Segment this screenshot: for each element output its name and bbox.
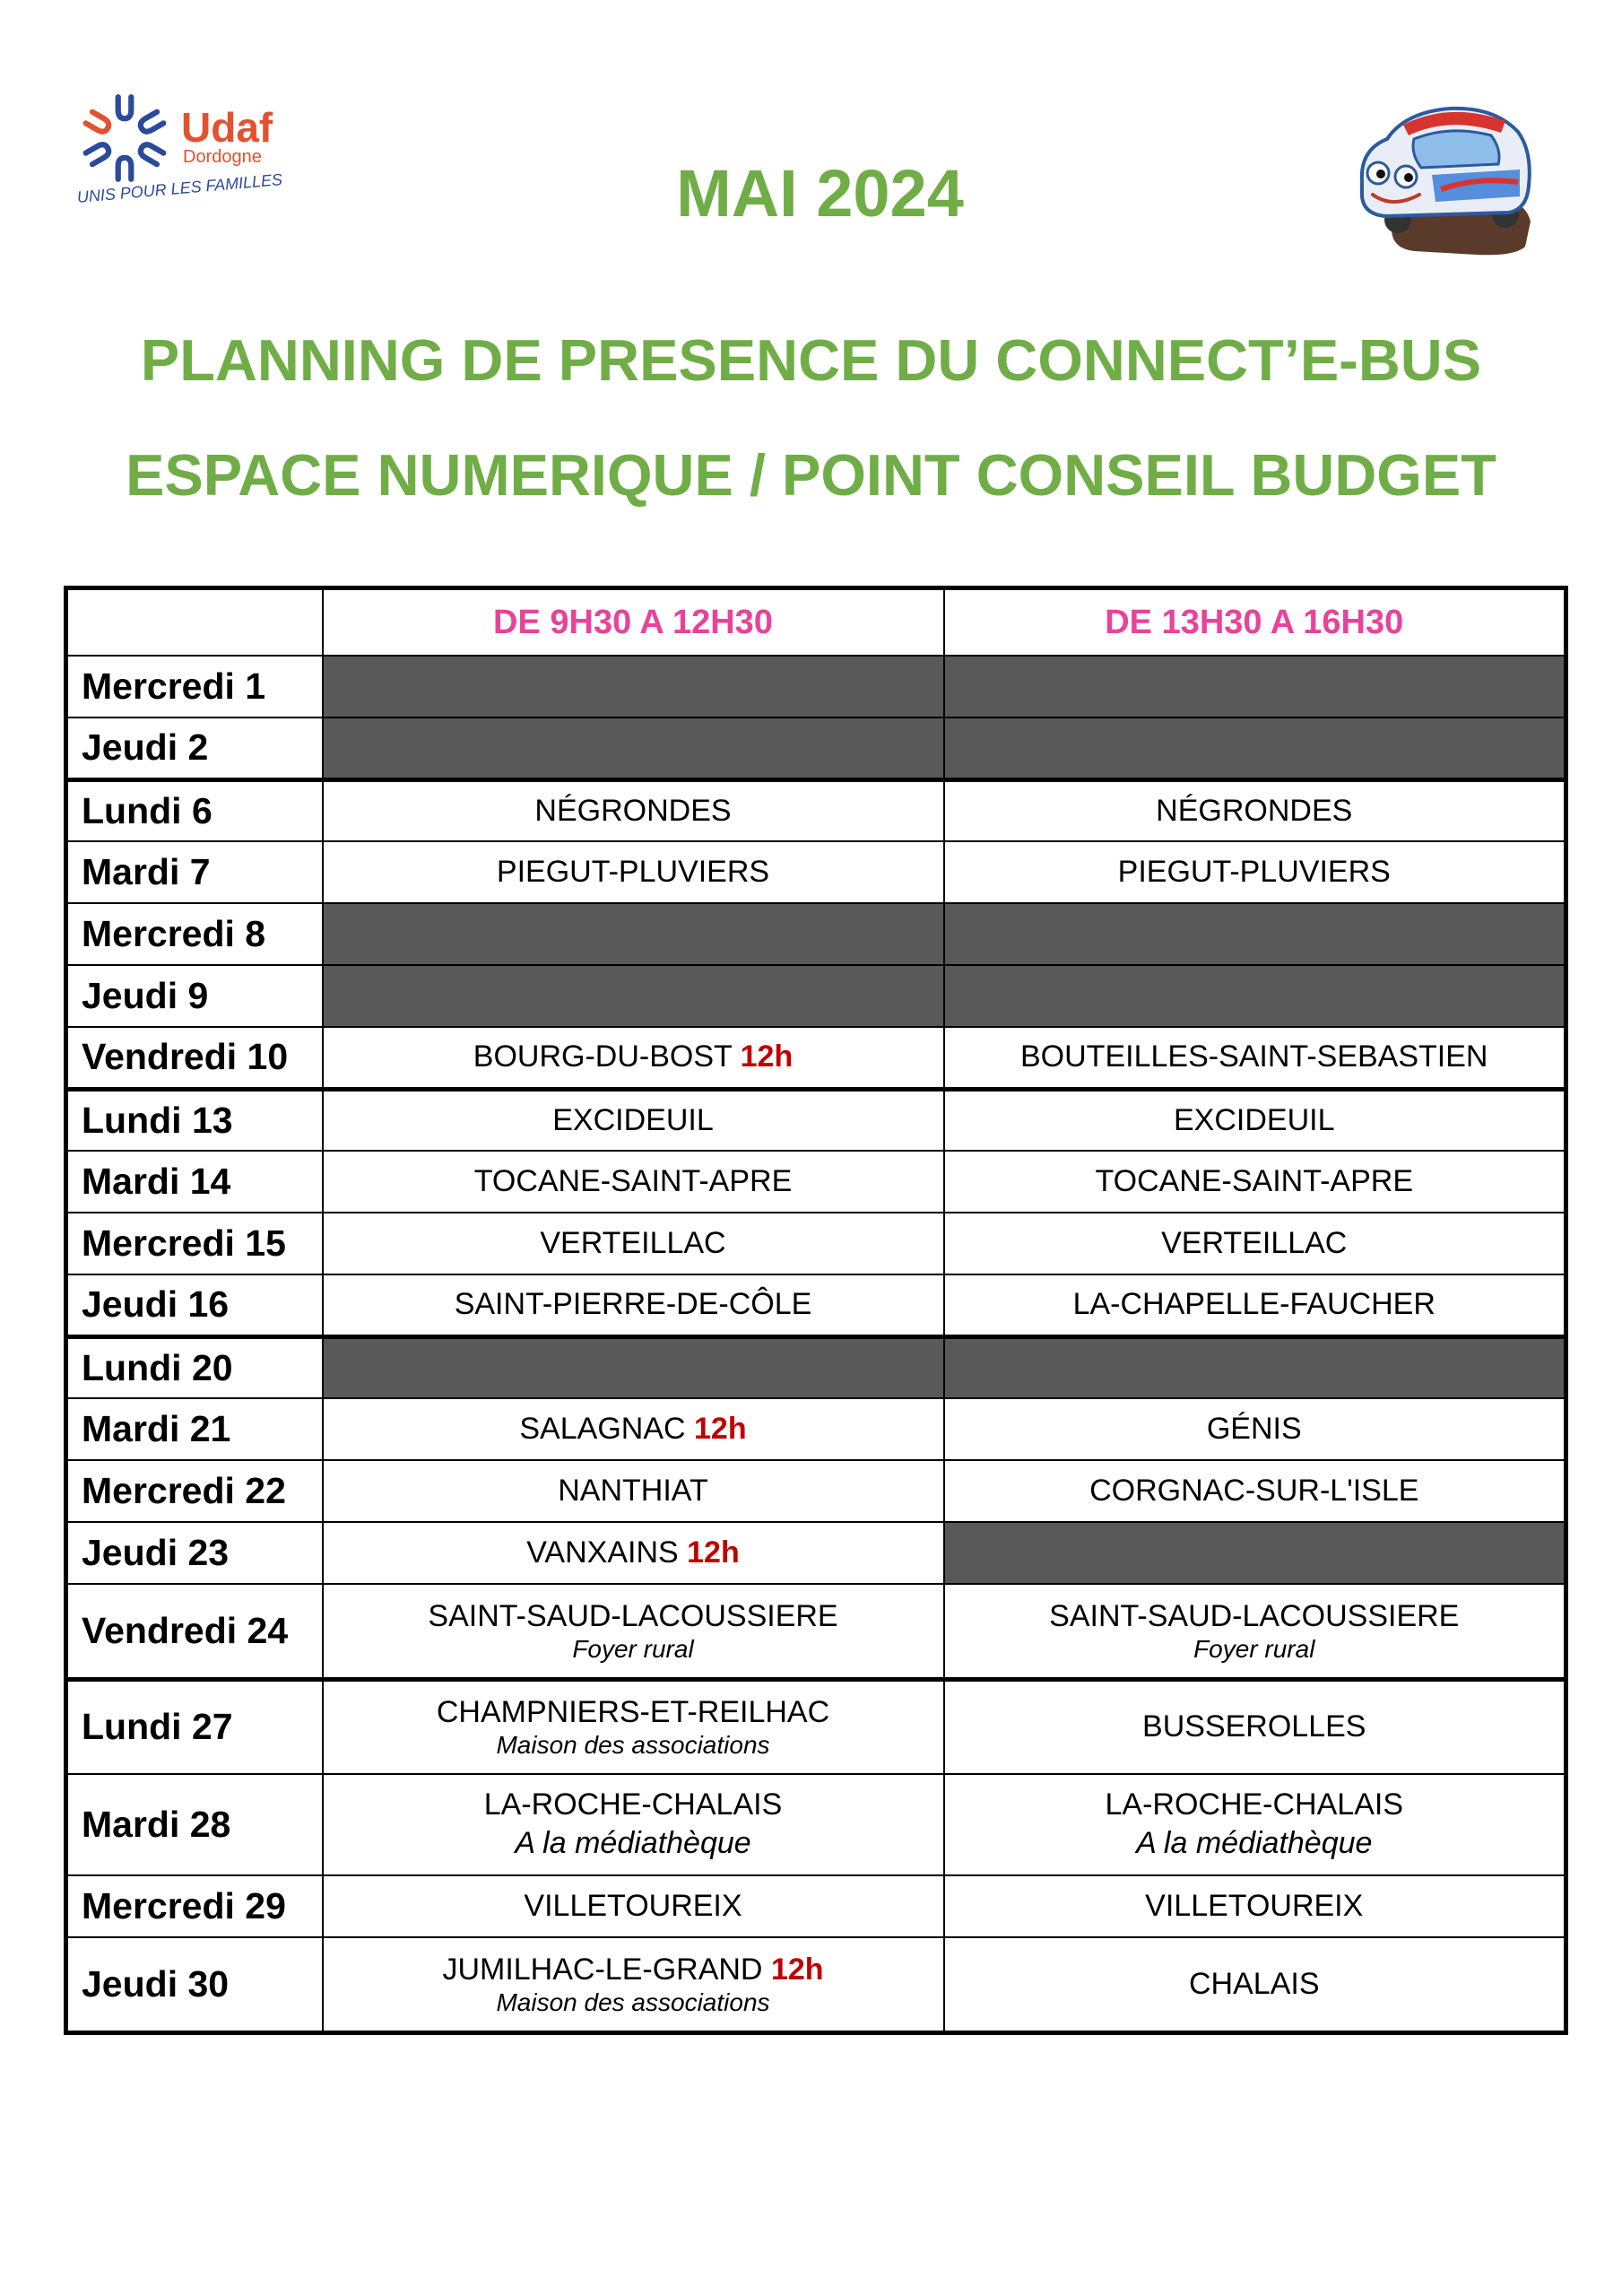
day-label: Mercredi 15 — [66, 1213, 323, 1274]
row-mercredi-1 — [66, 656, 1566, 718]
location-name: CHAMPNIERS-ET-REILHAC — [436, 1695, 830, 1730]
row-mardi-21 — [66, 1398, 1566, 1460]
row-mardi-14 — [66, 1151, 1566, 1213]
day-label: Jeudi 30 — [66, 1937, 323, 2032]
morning-slot — [323, 1151, 944, 1213]
day-label: Mardi 14 — [66, 1151, 323, 1213]
day-label: Mercredi 22 — [66, 1460, 323, 1522]
row-jeudi-16 — [66, 1274, 1566, 1336]
afternoon-slot-closed — [944, 965, 1566, 1027]
morning-slot-closed — [323, 903, 944, 965]
row-mercredi-15 — [66, 1213, 1566, 1274]
day-label: Vendredi 10 — [66, 1027, 323, 1089]
time-note: 12h — [770, 1952, 824, 1987]
afternoon-slot-closed — [944, 1522, 1566, 1584]
afternoon-slot — [944, 1398, 1566, 1460]
time-note: 12h — [694, 1412, 747, 1447]
venue-name: A la médiathèque — [1136, 1825, 1373, 1860]
afternoon-slot-closed — [944, 718, 1566, 779]
location-name: TOCANE-SAINT-APRE — [1095, 1164, 1414, 1199]
afternoon-slot-closed — [944, 903, 1566, 965]
morning-slot-closed — [323, 965, 944, 1027]
afternoon-slot — [944, 1151, 1566, 1213]
week-group — [66, 779, 1566, 1089]
location-name: BUSSEROLLES — [1142, 1709, 1366, 1744]
afternoon-header: DE 13H30 A 16H30 — [944, 588, 1566, 657]
header-corner-cell — [66, 588, 323, 657]
afternoon-slot — [944, 841, 1566, 903]
time-note: 12h — [740, 1039, 794, 1074]
location-name: VILLETOUREIX — [1145, 1889, 1364, 1924]
morning-slot — [323, 1460, 944, 1522]
location-name: EXCIDEUIL — [1174, 1102, 1335, 1137]
afternoon-slot — [944, 1875, 1566, 1937]
row-mercredi-8 — [66, 903, 1566, 965]
location-name: SAINT-SAUD-LACOUSSIERE — [1049, 1598, 1460, 1633]
brand-region: Dordogne — [183, 147, 262, 167]
week-group — [66, 1679, 1566, 2032]
location-name: VERTEILLAC — [1161, 1226, 1348, 1261]
morning-slot — [323, 1274, 944, 1336]
week-group — [66, 1089, 1566, 1336]
page-subtitle: ESPACE NUMERIQUE / POINT CONSEIL BUDGET — [126, 442, 1496, 508]
location-name: CORGNAC-SUR-L'ISLE — [1089, 1474, 1419, 1509]
morning-slot — [323, 1522, 944, 1584]
page-title: PLANNING DE PRESENCE DU CONNECT’E-BUS — [140, 327, 1482, 393]
location-name: SALAGNAC — [519, 1412, 686, 1447]
afternoon-slot — [944, 1774, 1566, 1875]
afternoon-slot — [944, 1460, 1566, 1522]
row-lundi-20 — [66, 1336, 1566, 1398]
location-name: VILLETOUREIX — [524, 1889, 742, 1924]
row-vendredi-10 — [66, 1027, 1566, 1089]
morning-slot — [323, 1584, 944, 1679]
row-lundi-27 — [66, 1679, 1566, 1774]
location-name: LA-CHAPELLE-FAUCHER — [1072, 1287, 1436, 1322]
day-label: Lundi 27 — [66, 1679, 323, 1774]
morning-slot-closed — [323, 718, 944, 779]
row-jeudi-30 — [66, 1937, 1566, 2032]
venue-name: Foyer rural — [572, 1634, 694, 1663]
afternoon-slot — [944, 1679, 1566, 1774]
location-name: SAINT-PIERRE-DE-CÔLE — [454, 1287, 812, 1322]
afternoon-slot — [944, 1937, 1566, 2032]
row-lundi-13 — [66, 1089, 1566, 1151]
location-name: LA-ROCHE-CHALAIS — [483, 1787, 783, 1822]
brand-tagline: UNIS POUR LES FAMILLES — [76, 170, 283, 206]
row-vendredi-24 — [66, 1584, 1566, 1679]
row-mercredi-22 — [66, 1460, 1566, 1522]
morning-slot — [323, 1774, 944, 1875]
day-label: Jeudi 9 — [66, 965, 323, 1027]
day-label: Lundi 20 — [66, 1336, 323, 1398]
time-note: 12h — [687, 1535, 740, 1570]
day-label: Mercredi 1 — [66, 656, 323, 718]
location-name: NÉGRONDES — [1156, 793, 1353, 828]
day-label: Jeudi 16 — [66, 1274, 323, 1336]
location-name: JUMILHAC-LE-GRAND — [442, 1952, 763, 1987]
morning-slot — [323, 1398, 944, 1460]
afternoon-slot — [944, 1584, 1566, 1679]
location-name: TOCANE-SAINT-APRE — [473, 1164, 793, 1199]
venue-name: A la médiathèque — [515, 1825, 751, 1860]
header-row — [66, 588, 1566, 657]
venue-name: Maison des associations — [496, 1987, 770, 2016]
location-name: GÉNIS — [1206, 1412, 1302, 1447]
row-mardi-28 — [66, 1774, 1566, 1875]
location-name: NÉGRONDES — [534, 793, 732, 828]
morning-slot-closed — [323, 656, 944, 718]
day-label: Lundi 6 — [66, 779, 323, 841]
brand-name: Udaf — [181, 104, 273, 151]
row-jeudi-9 — [66, 965, 1566, 1027]
venue-name: Foyer rural — [1193, 1634, 1315, 1663]
row-mercredi-29 — [66, 1875, 1566, 1937]
afternoon-slot — [944, 1274, 1566, 1336]
morning-slot — [323, 1213, 944, 1274]
schedule-table — [64, 586, 1568, 2035]
location-name: LA-ROCHE-CHALAIS — [1105, 1787, 1403, 1822]
day-label: Vendredi 24 — [66, 1584, 323, 1679]
morning-slot — [323, 1089, 944, 1151]
afternoon-slot — [944, 1089, 1566, 1151]
week-group — [66, 1336, 1566, 1679]
location-name: BOUTEILLES-SAINT-SEBASTIEN — [1020, 1039, 1488, 1074]
week-group — [66, 656, 1566, 779]
afternoon-slot — [944, 1213, 1566, 1274]
location-name: EXCIDEUIL — [552, 1102, 714, 1137]
row-jeudi-2 — [66, 718, 1566, 779]
row-mardi-7 — [66, 841, 1566, 903]
afternoon-slot — [944, 779, 1566, 841]
morning-slot — [323, 1937, 944, 2032]
row-jeudi-23 — [66, 1522, 1566, 1584]
morning-slot — [323, 841, 944, 903]
morning-header: DE 9H30 A 12H30 — [323, 588, 944, 657]
afternoon-slot — [944, 1027, 1566, 1089]
day-label: Mardi 7 — [66, 841, 323, 903]
morning-slot — [323, 1027, 944, 1089]
day-label: Lundi 13 — [66, 1089, 323, 1151]
day-label: Mercredi 8 — [66, 903, 323, 965]
location-name: BOURG-DU-BOST — [473, 1039, 733, 1074]
location-name: PIEGUT-PLUVIERS — [1117, 855, 1391, 890]
location-name: NANTHIAT — [558, 1474, 708, 1509]
morning-slot — [323, 779, 944, 841]
location-name: VANXAINS — [526, 1535, 679, 1570]
location-name: VERTEILLAC — [540, 1226, 726, 1261]
morning-slot — [323, 1679, 944, 1774]
venue-name: Maison des associations — [496, 1731, 770, 1760]
afternoon-slot-closed — [944, 1336, 1566, 1398]
morning-slot-closed — [323, 1336, 944, 1398]
month-title: MAI 2024 — [676, 156, 964, 230]
schedule-header — [66, 588, 1566, 657]
location-name: PIEGUT-PLUVIERS — [496, 855, 770, 890]
location-name: SAINT-SAUD-LACOUSSIERE — [428, 1598, 838, 1633]
location-name: CHALAIS — [1189, 1966, 1320, 2001]
row-lundi-6 — [66, 779, 1566, 841]
day-label: Mardi 28 — [66, 1774, 323, 1875]
afternoon-slot-closed — [944, 656, 1566, 718]
day-label: Jeudi 2 — [66, 718, 323, 779]
day-label: Jeudi 23 — [66, 1522, 323, 1584]
day-label: Mardi 21 — [66, 1398, 323, 1460]
day-label: Mercredi 29 — [66, 1875, 323, 1937]
morning-slot — [323, 1875, 944, 1937]
